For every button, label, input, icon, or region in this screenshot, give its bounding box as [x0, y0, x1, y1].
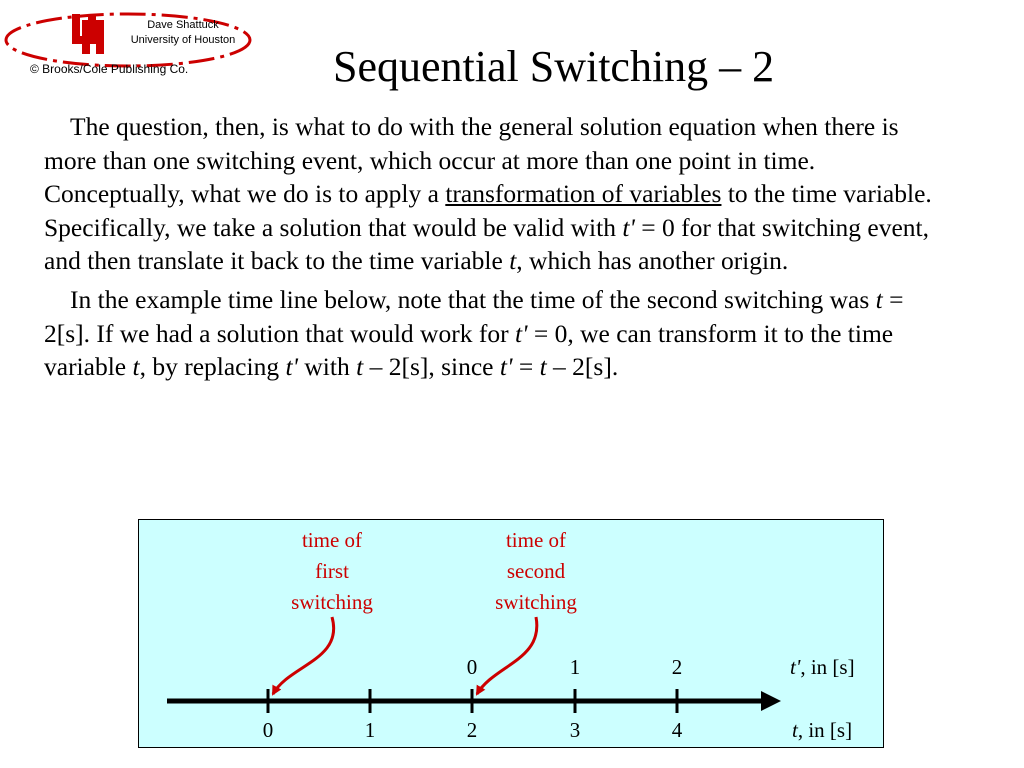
first-switching-label: time of first switching [291, 528, 373, 614]
paragraph-1: The question, then, is what to do with the general solution equation when there is more than one switching event, which occur at more than one point in time. Conceptually, what we do is to apply a transformation of variables to the time variable. Specifically, we take a solution that would be valid with t' = 0 for that switching event, and then translate it back to the time variable t, which has another origin. [44, 112, 932, 276]
t-tick-label-3: 3 [569, 718, 581, 742]
slide-title: Sequential Switching – 2 [333, 42, 775, 91]
first-switching-arrow [273, 617, 334, 694]
t-tick-label-1: 1 [364, 718, 376, 742]
author-credit [108, 18, 258, 48]
t-prime-tick-label-1: 1 [569, 655, 581, 679]
term-transformation-of-variables: transformation of variables [445, 179, 722, 209]
t-tick-label-2: 2 [466, 718, 478, 742]
t-prime-tick-label-0: 0 [466, 655, 478, 679]
body-text [44, 110, 944, 389]
second-switching-label: time of second switching [495, 528, 577, 614]
t-tick-label-4: 4 [671, 718, 683, 742]
paragraph-2: In the example time line below, note that the time of the second switching was t = 2[s]. If we had a solution that would work for t' = 0, we can transform it to the time variable t, by replacing t' with t – 2[s], since t' = t – 2[s]. [44, 284, 904, 382]
publisher-credit: © Brooks/Cole Publishing Co. [30, 62, 189, 76]
author-name: Dave Shattuck [147, 19, 219, 31]
timeline-figure [138, 519, 884, 748]
t-prime-tick-label-2: 2 [671, 655, 683, 679]
time-axis-arrowhead [761, 691, 781, 711]
t-tick-label-0: 0 [262, 718, 274, 742]
header-logo-block [0, 0, 260, 90]
t-axis-label: t, in [s] [792, 718, 853, 742]
t-prime-axis-label: t', in [s] [790, 655, 855, 679]
author-affiliation: University of Houston [130, 34, 236, 46]
